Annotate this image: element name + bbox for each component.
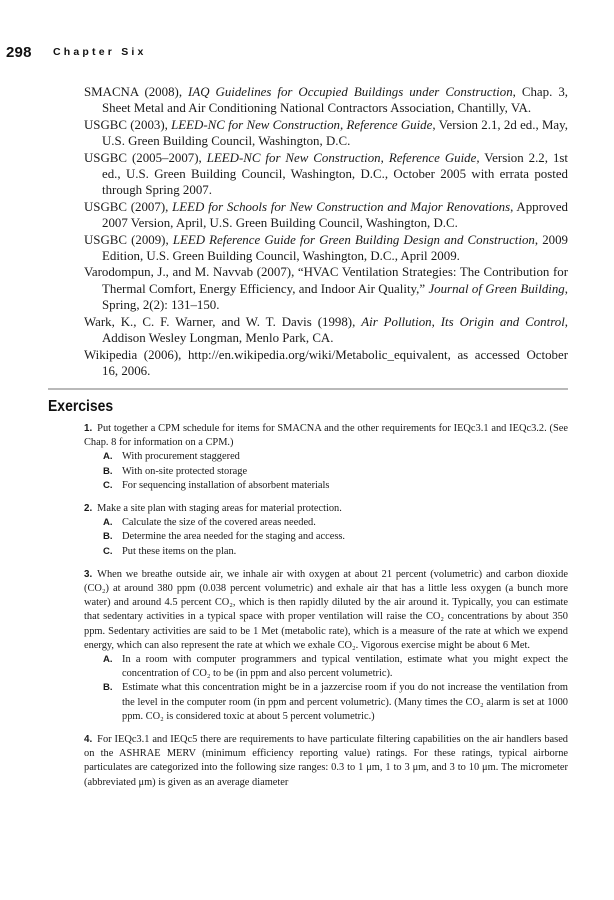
running-head-chapter: Chapter Six (53, 46, 147, 58)
exercise-number: 2. (84, 503, 93, 515)
exercises-heading: Exercises (48, 398, 114, 415)
exercise-item (84, 422, 568, 493)
sub-question: A. Calculate the size of the covered areas needed. (103, 517, 316, 529)
exercise-list (84, 422, 568, 799)
reference-entry: USGBC (2005–2007), LEED-NC for New Construction, Reference Guide, Version 2.2, 1st ed., U.S. Green Building Council, Washington, D.C., October 2005 with errata posted through Spring 2007. (84, 150, 568, 198)
exercise-item (84, 502, 568, 559)
sub-question: B. With on-site protected storage (103, 465, 248, 477)
exercise-text: When we breathe outside air, we inhale air with oxygen at about 21 percent (volumetric) and carbon dioxide (CO₂) at around 380 ppm (0.038 percent volumetric) and exhale air that has a little less oxygen (a bunch more water) and around 4.5 percent CO₂, which is then rapidly diluted by the air around it. Typically, you can estimate that sedentary activities in a typical space with proper ventilation will raise the CO₂ concentrations by about 350 ppm. Sedentary activities are said to be 1 Met (metabolic rate), which is a measure of the rate at which we expend energy, which can also represent the rate at which we exhale CO₂. Vigorous exercise might be about 6 Met. (84, 568, 568, 651)
exercise-item (84, 733, 568, 790)
reference-entry: USGBC (2003), LEED-NC for New Construction, Reference Guide, Version 2.1, 2d ed., May, U.S. Green Building Council, Washington, D.C. (84, 117, 568, 149)
exercise-text: Make a site plan with staging areas for material protection. (97, 503, 342, 515)
sub-question: A. In a room with computer programmers and typical ventilation, estimate what you might expect the concentration of CO₂ to be (in ppm and also percent volumetric). (103, 654, 568, 680)
reference-entry: Wark, K., C. F. Warner, and W. T. Davis (1998), Air Pollution, Its Origin and Control, Addison Wesley Longman, Menlo Park, CA. (84, 314, 569, 346)
section-divider (48, 388, 568, 390)
exercise-text: Put together a CPM schedule for items for SMACNA and the other requirements for IEQc3.1 and IEQc3.2. (See Chap. 8 for information on a CPM.) (84, 423, 568, 449)
reference-entry: USGBC (2009), LEED Reference Guide for Green Building Design and Construction, 2009 Edition, U.S. Green Building Council, Washington, D.C., April 2009. (84, 232, 568, 264)
reference-entry: USGBC (2007), LEED for Schools for New Construction and Major Renovations, Approved 2007 Version, April, U.S. Green Building Council, Washington, D.C. (84, 199, 568, 231)
exercise-number: 3. (84, 568, 93, 580)
reference-list (84, 84, 568, 379)
reference-entry: Wikipedia (2006), http://en.wikipedia.org/wiki/Metabolic_equivalent, as accessed October 16, 2006. (84, 347, 568, 378)
exercise-item (84, 568, 568, 724)
reference-entry: SMACNA (2008), IAQ Guidelines for Occupied Buildings under Construction, Chap. 3, Sheet Metal and Air Conditioning National Contractors Association, Chantilly, VA. (84, 85, 568, 116)
sub-question: A. With procurement staggered (103, 451, 240, 463)
exercise-text: For IEQc3.1 and IEQc5 there are requirements to have particulate filtering capabilities on the air handlers based on the ASHRAE MERV (minimum efficiency reporting value) ratings. For these ratings, typical airborne particulates are categorized into the following size ranges: 0.3 to 1 μm, 1 to 3 μm, and 3 to 10 μm. The micrometer (abbreviated μm) is given as an average diameter (84, 734, 568, 788)
sub-question: B. Estimate what this concentration might be in a jazzercise room if you do not increase the ventilation from the level in the computer room (in ppm and percent volumetric). (Many times the CO₂ alarm is set at 1000 ppm. CO₂ is considered toxic at about 5 percent volumetric.) (103, 682, 568, 722)
page-number: 298 (6, 44, 32, 61)
reference-entry: Varodompun, J., and M. Navvab (2007), “HVAC Ventilation Strategies: The Contribution for Thermal Comfort, Energy Efficiency, and Indoor Air Quality,” Journal of Green Building, Spring, 2(2): 131–150. (84, 265, 568, 313)
exercise-number: 1. (84, 423, 93, 434)
exercise-number: 4. (84, 734, 93, 746)
sub-question: B. Determine the area needed for the staging and access. (103, 531, 346, 543)
sub-question: C. For sequencing installation of absorbent materials (103, 479, 330, 491)
sub-question: C. Put these items on the plan. (103, 545, 237, 557)
